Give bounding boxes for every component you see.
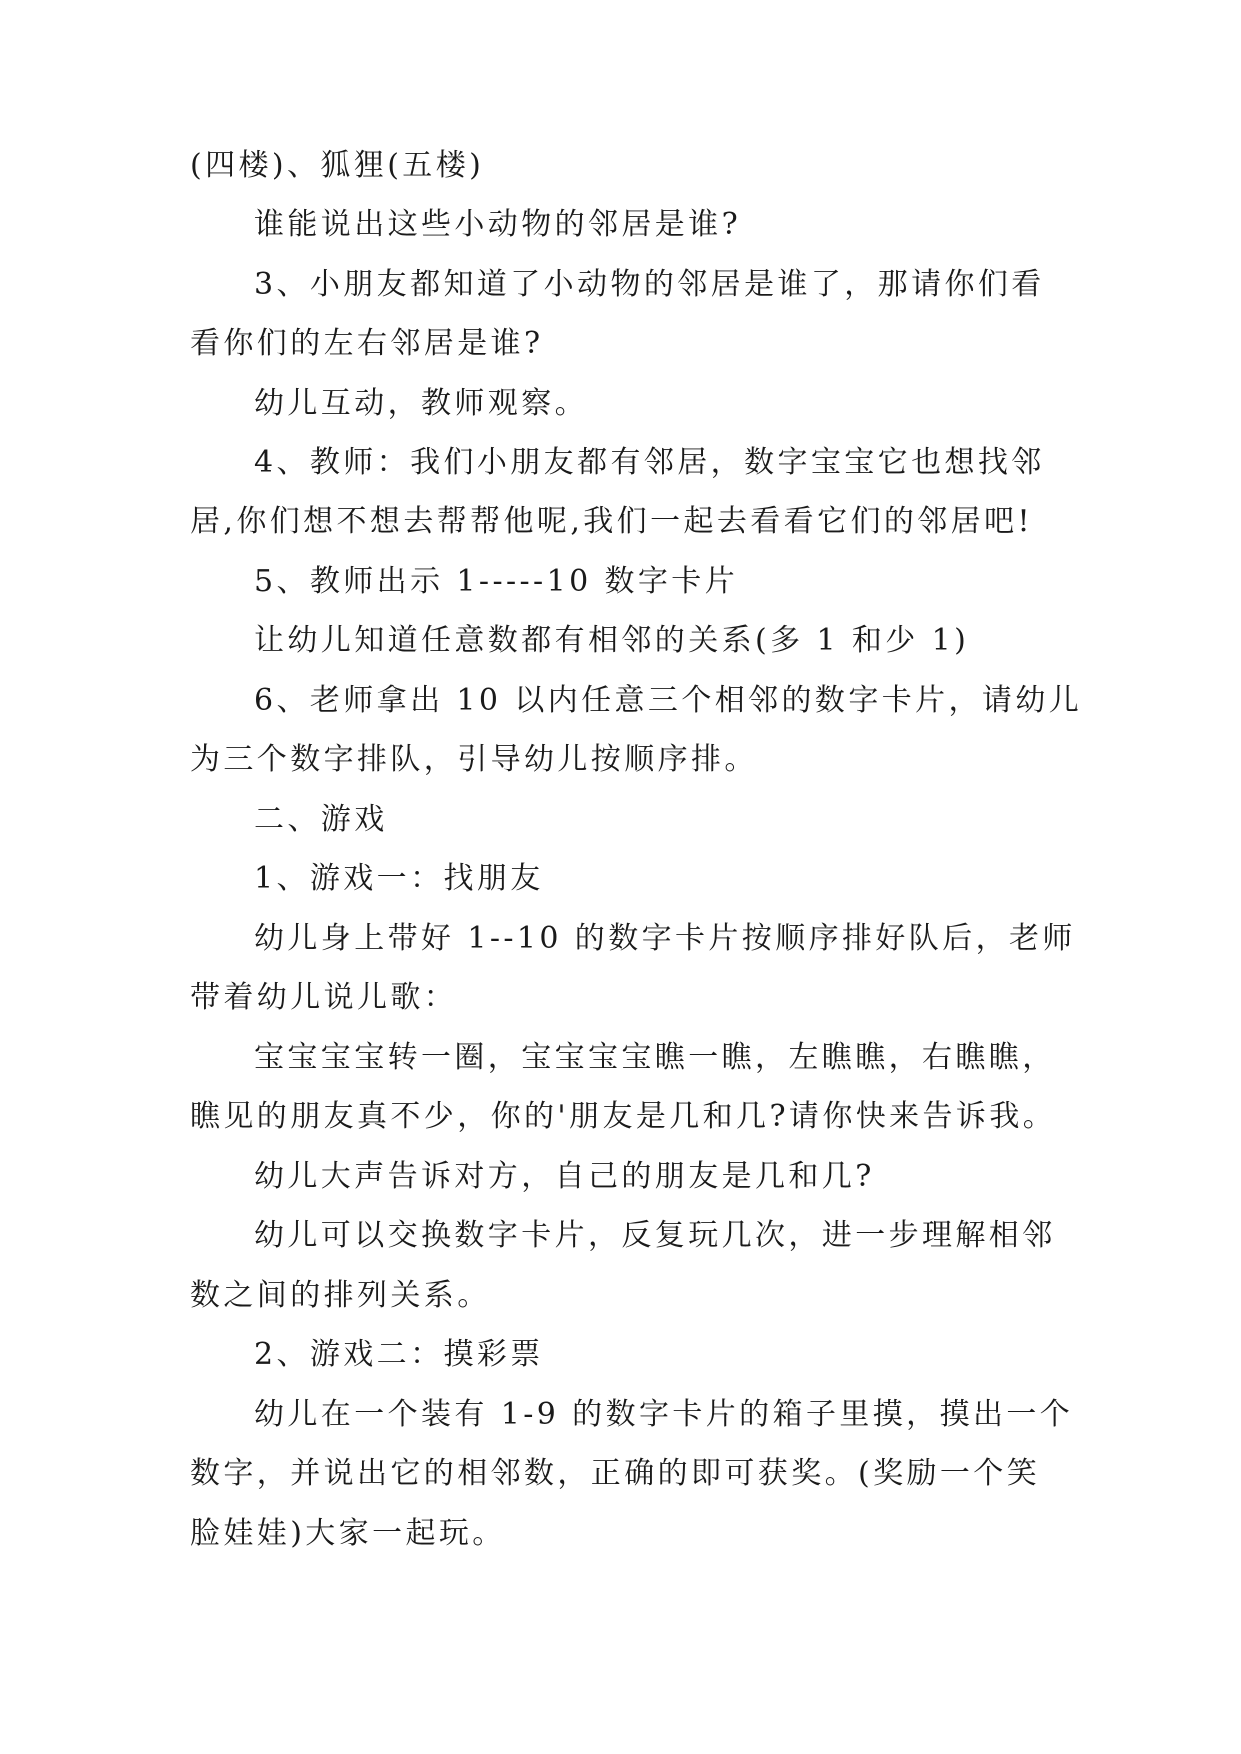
text-line: 幼儿互动，教师观察。 (254, 386, 588, 421)
text-line: 幼儿身上带好 1--10 的数字卡片按顺序排好队后，老师 (254, 921, 1076, 956)
subsection-heading: 2、游戏二：摸彩票 (254, 1337, 544, 1372)
text-line: 脸娃娃)大家一起玩。 (190, 1516, 506, 1551)
text-line: 幼儿可以交换数字卡片，反复玩几次，进一步理解相邻 (254, 1218, 1056, 1253)
text-line: 幼儿在一个装有 1-9 的数字卡片的箱子里摸，摸出一个 (254, 1397, 1074, 1432)
text-line: 6、老师拿出 10 以内任意三个相邻的数字卡片，请幼儿 (254, 683, 1083, 718)
text-line: 数之间的排列关系。 (190, 1278, 491, 1313)
text-line: 让幼儿知道任意数都有相邻的关系(多 1 和少 1) (254, 623, 970, 658)
text-line: 带着幼儿说儿歌： (190, 980, 458, 1015)
text-line: 3、小朋友都知道了小动物的邻居是谁了，那请你们看 (254, 267, 1045, 302)
section-heading: 二、游戏 (254, 802, 388, 837)
text-line: 5、教师出示 1-----10 数字卡片 (254, 564, 739, 599)
text-line: 4、教师：我们小朋友都有邻居，数字宝宝它也想找邻 (254, 445, 1045, 480)
text-line: 数字，并说出它的相邻数，正确的即可获奖。(奖励一个笑 (190, 1456, 1041, 1491)
text-line: (四楼)、狐狸(五楼) (190, 148, 485, 183)
subsection-heading: 1、游戏一：找朋友 (254, 861, 544, 896)
text-line: 宝宝宝宝转一圈，宝宝宝宝瞧一瞧，左瞧瞧，右瞧瞧， (254, 1040, 1056, 1075)
text-line: 居,你们想不想去帮帮他呢,我们一起去看看它们的邻居吧! (190, 504, 1033, 539)
text-line: 瞧见的朋友真不少，你的'朋友是几和几?请你快来告诉我。 (190, 1099, 1057, 1134)
text-line: 为三个数字排队，引导幼儿按顺序排。 (190, 742, 758, 777)
text-line: 幼儿大声告诉对方，自己的朋友是几和几? (254, 1159, 875, 1194)
text-line: 谁能说出这些小动物的邻居是谁? (254, 207, 742, 242)
text-line: 看你们的左右邻居是谁? (190, 326, 544, 361)
